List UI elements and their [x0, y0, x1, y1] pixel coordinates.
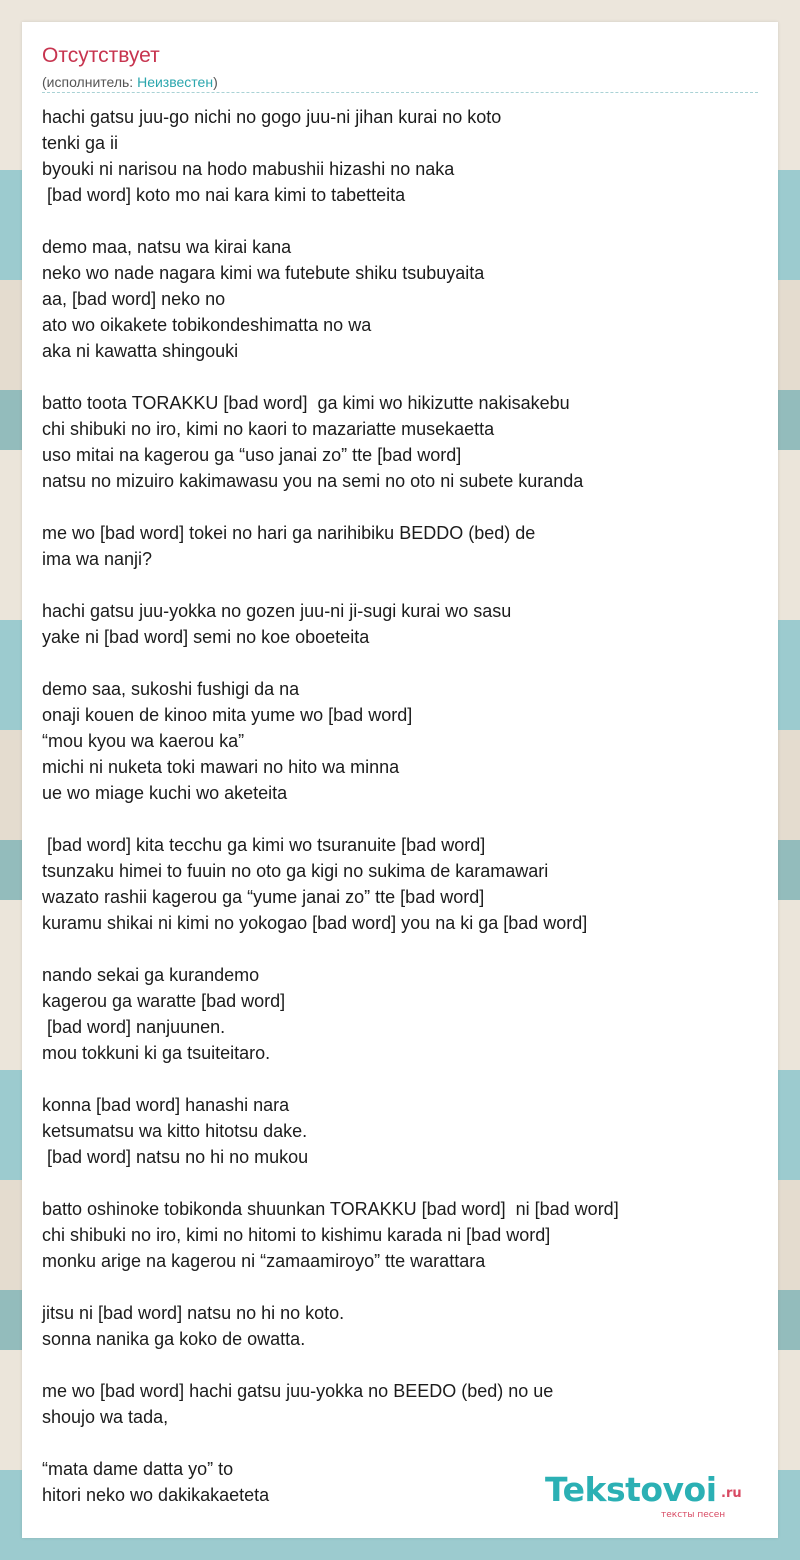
lyric-line: chi shibuki no iro, kimi no hitomi to kishimu karada ni [bad word]: [42, 1225, 551, 1245]
lyric-line: aka ni kawatta shingouki: [42, 341, 239, 361]
lyric-line: mou tokkuni ki ga tsuiteitaro.: [42, 1043, 271, 1063]
lyric-line: [42, 936, 762, 962]
logo-tagline: тексты песен: [661, 1510, 726, 1520]
lyric-line: ato wo oikakete tobikondeshimatta no wa: [42, 315, 372, 335]
lyric-line: [42, 494, 762, 520]
artist-line: [42, 73, 218, 91]
lyric-line: [42, 1066, 762, 1092]
lyric-line: neko wo nade nagara kimi wa futebute shiku tsubuyaita: [42, 263, 485, 283]
lyric-line: ue wo miage kuchi wo aketeita: [42, 783, 288, 803]
lyrics-card: [22, 22, 778, 1538]
lyric-line: hachi gatsu juu-go nichi no gogo juu-ni jihan kurai no koto: [42, 107, 502, 127]
lyric-line: shoujo wa tada,: [42, 1407, 169, 1427]
lyric-line: [42, 1352, 762, 1378]
artist-prefix: (исполнитель:: [42, 74, 138, 90]
logo-name: Tekstovoi: [545, 1470, 717, 1509]
lyrics-text: [42, 104, 762, 1534]
song-title: Отсутствует: [42, 44, 160, 67]
artist-suffix: ): [213, 74, 218, 90]
lyric-line: byouki ni narisou na hodo mabushii hizashi no naka: [42, 159, 455, 179]
lyric-line: nando sekai ga kurandemo: [42, 965, 260, 985]
lyric-line: hitori neko wo dakikakaeteta: [42, 1485, 270, 1505]
lyric-line: tsunzaku himei to fuuin no oto ga kigi no sukima de karamawari: [42, 861, 549, 881]
lyric-line: konna [bad word] hanashi nara: [42, 1095, 290, 1115]
lyric-line: monku arige na kagerou ni “zamaamiroyo” tte warattara: [42, 1251, 486, 1271]
artist-link[interactable]: Неизвестен: [137, 74, 214, 90]
lyric-line: uso mitai na kagerou ga “uso janai zo” tte [bad word]: [42, 445, 462, 465]
lyric-line: jitsu ni [bad word] natsu no hi no koto.: [42, 1303, 345, 1323]
lyric-line: [bad word] natsu no hi no mukou: [42, 1147, 309, 1167]
lyric-line: demo maa, natsu wa kirai kana: [42, 237, 292, 257]
lyric-line: natsu no mizuiro kakimawasu you na semi no oto ni subete kuranda: [42, 471, 584, 491]
lyric-line: yake ni [bad word] semi no koe oboeteita: [42, 627, 370, 647]
lyric-line: [bad word] koto mo nai kara kimi to tabetteita: [42, 185, 406, 205]
lyric-line: kagerou ga waratte [bad word]: [42, 991, 286, 1011]
lyric-line: wazato rashii kagerou ga “yume janai zo” tte [bad word]: [42, 887, 485, 907]
lyric-line: aa, [bad word] neko no: [42, 289, 226, 309]
lyric-line: [42, 1430, 762, 1456]
lyric-line: batto toota TORAKKU [bad word] ga kimi wo hikizutte nakisakebu: [42, 393, 570, 413]
lyric-line: [42, 1170, 762, 1196]
lyric-line: onaji kouen de kinoo mita yume wo [bad word]: [42, 705, 413, 725]
tekstovoi-logo[interactable]: [545, 1470, 755, 1520]
lyric-line: me wo [bad word] tokei no hari ga narihibiku BEDDO (bed) de: [42, 523, 536, 543]
lyric-line: hachi gatsu juu-yokka no gozen juu-ni ji-sugi kurai wo sasu: [42, 601, 512, 621]
lyric-line: kuramu shikai ni kimi no yokogao [bad word] you na ki ga [bad word]: [42, 913, 588, 933]
lyric-line: chi shibuki no iro, kimi no kaori to mazariatte musekaetta: [42, 419, 495, 439]
lyric-line: [42, 1274, 762, 1300]
lyric-line: [42, 208, 762, 234]
lyric-line: ima wa nanji?: [42, 549, 153, 569]
lyric-line: “mou kyou wa kaerou ka”: [42, 731, 245, 751]
lyric-line: demo saa, sukoshi fushigi da na: [42, 679, 300, 699]
lyric-line: batto oshinoke tobikonda shuunkan TORAKKU [bad word] ni [bad word]: [42, 1199, 619, 1219]
lyric-line: tenki ga ii: [42, 133, 119, 153]
lyric-line: [bad word] nanjuunen.: [42, 1017, 226, 1037]
lyric-line: me wo [bad word] hachi gatsu juu-yokka no BEEDO (bed) no ue: [42, 1381, 554, 1401]
logo-tld: .ru: [721, 1486, 742, 1501]
lyric-line: [42, 572, 762, 598]
lyric-line: [42, 650, 762, 676]
divider: [42, 92, 758, 93]
lyric-line: [bad word] kita tecchu ga kimi wo tsuranuite [bad word]: [42, 835, 486, 855]
lyric-line: sonna nanika ga koko de owatta.: [42, 1329, 306, 1349]
lyric-line: michi ni nuketa toki mawari no hito wa minna: [42, 757, 400, 777]
lyric-line: [42, 806, 762, 832]
lyric-line: [42, 364, 762, 390]
lyric-line: ketsumatsu wa kitto hitotsu dake.: [42, 1121, 308, 1141]
lyric-line: “mata dame datta yo” to: [42, 1459, 234, 1479]
